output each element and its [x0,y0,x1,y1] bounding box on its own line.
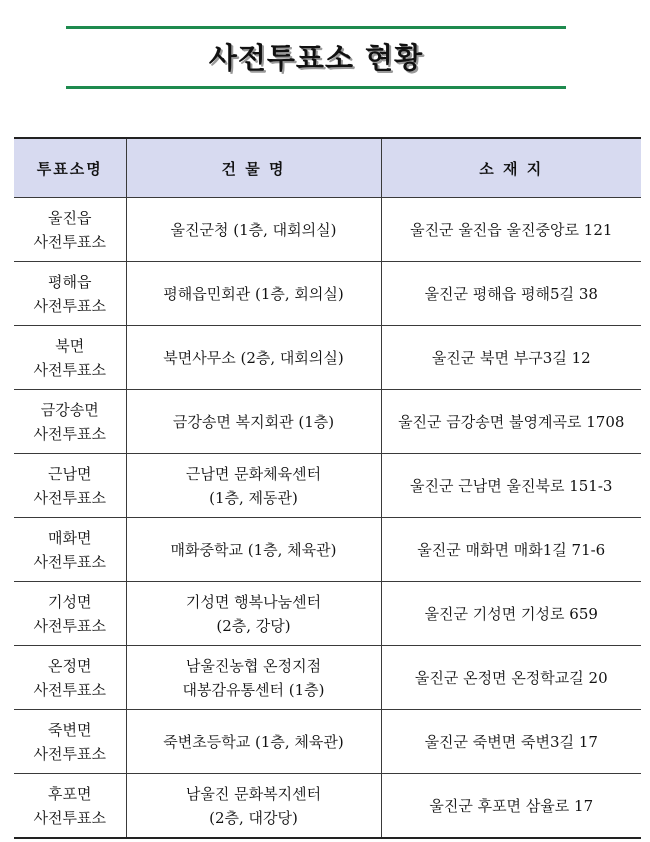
station-name-line: 매화면 [48,528,92,547]
station-name-line: 사전투표소 [33,616,106,635]
building-cell [126,582,381,646]
building-cell [126,646,381,710]
station-name-line: 기성면 [48,592,92,611]
address-cell: 울진군 북면 부구3길 12 [381,326,641,390]
building-line: (1층, 제동관) [209,488,298,507]
address-cell: 울진군 후포면 삼율로 17 [381,774,641,839]
table-row [14,454,641,518]
station-name-cell [14,582,126,646]
table-header-row [14,138,641,198]
building-cell [126,262,381,326]
table-row [14,710,641,774]
station-name-line: 근남면 [48,464,92,483]
building-cell [126,390,381,454]
station-name-cell [14,646,126,710]
address-cell: 울진군 근남면 울진북로 151-3 [381,454,641,518]
station-name-line: 죽변면 [48,720,92,739]
building-line: 대봉감유통센터 (1층) [182,680,325,699]
station-name-cell [14,710,126,774]
building-line: 매화중학교 (1층, 체육관) [170,540,337,559]
building-line: 북면사무소 (2층, 대회의실) [163,348,344,367]
table-row [14,774,641,839]
station-name-line: 사전투표소 [33,744,106,763]
station-name-line: 사전투표소 [33,488,106,507]
building-line: 울진군청 (1층, 대회의실) [170,220,337,239]
station-name-line: 사전투표소 [33,552,106,571]
building-cell [126,198,381,262]
address-cell: 울진군 매화면 매화1길 71-6 [381,518,641,582]
building-cell [126,454,381,518]
building-line: 근남면 문화체육센터 [185,464,322,483]
header-building: 건 물 명 [126,138,381,198]
page-title: 사전투표소 현황 [208,41,424,75]
building-cell [126,710,381,774]
station-name-cell [14,454,126,518]
building-line: (2층, 대강당) [209,808,298,827]
station-name-line: 울진읍 [48,208,92,227]
building-line: 평해읍민회관 (1층, 회의실) [163,284,344,303]
building-line: 남울진 문화복지센터 [185,784,322,803]
title-bottom-rule [66,86,566,89]
building-cell [126,518,381,582]
station-name-cell [14,774,126,839]
building-line: 죽변초등학교 (1층, 체육관) [163,732,344,751]
station-name-line: 사전투표소 [33,680,106,699]
address-cell: 울진군 평해읍 평해5길 38 [381,262,641,326]
building-cell [126,774,381,839]
building-line: 기성면 행복나눔센터 [185,592,322,611]
station-name-cell [14,262,126,326]
station-name-cell [14,326,126,390]
table-row [14,390,641,454]
building-line: (2층, 강당) [216,616,291,635]
title-banner [66,26,566,92]
polling-station-table [14,137,641,839]
station-name-line: 사전투표소 [33,296,106,315]
station-name-cell [14,390,126,454]
station-name-line: 온정면 [48,656,92,675]
station-name-line: 사전투표소 [33,808,106,827]
address-cell: 울진군 울진읍 울진중앙로 121 [381,198,641,262]
table-row [14,518,641,582]
station-name-line: 금강송면 [40,400,99,419]
building-line: 남울진농협 온정지점 [185,656,322,675]
table-row [14,262,641,326]
table-row [14,326,641,390]
table-row [14,582,641,646]
station-name-line: 사전투표소 [33,232,106,251]
header-address: 소 재 지 [381,138,641,198]
station-name-cell [14,518,126,582]
table-row [14,646,641,710]
station-name-line: 북면 [55,336,85,355]
station-name-line: 후포면 [48,784,92,803]
address-cell: 울진군 죽변면 죽변3길 17 [381,710,641,774]
building-line: 금강송면 복지회관 (1층) [172,412,335,431]
table-row [14,198,641,262]
station-name-line: 평해읍 [48,272,92,291]
address-cell: 울진군 기성면 기성로 659 [381,582,641,646]
title-top-rule [66,26,566,29]
address-cell: 울진군 금강송면 불영계곡로 1708 [381,390,641,454]
station-name-line: 사전투표소 [33,424,106,443]
building-cell [126,326,381,390]
address-cell: 울진군 온정면 온정학교길 20 [381,646,641,710]
station-name-cell [14,198,126,262]
station-name-line: 사전투표소 [33,360,106,379]
header-station-name: 투표소명 [14,138,126,198]
